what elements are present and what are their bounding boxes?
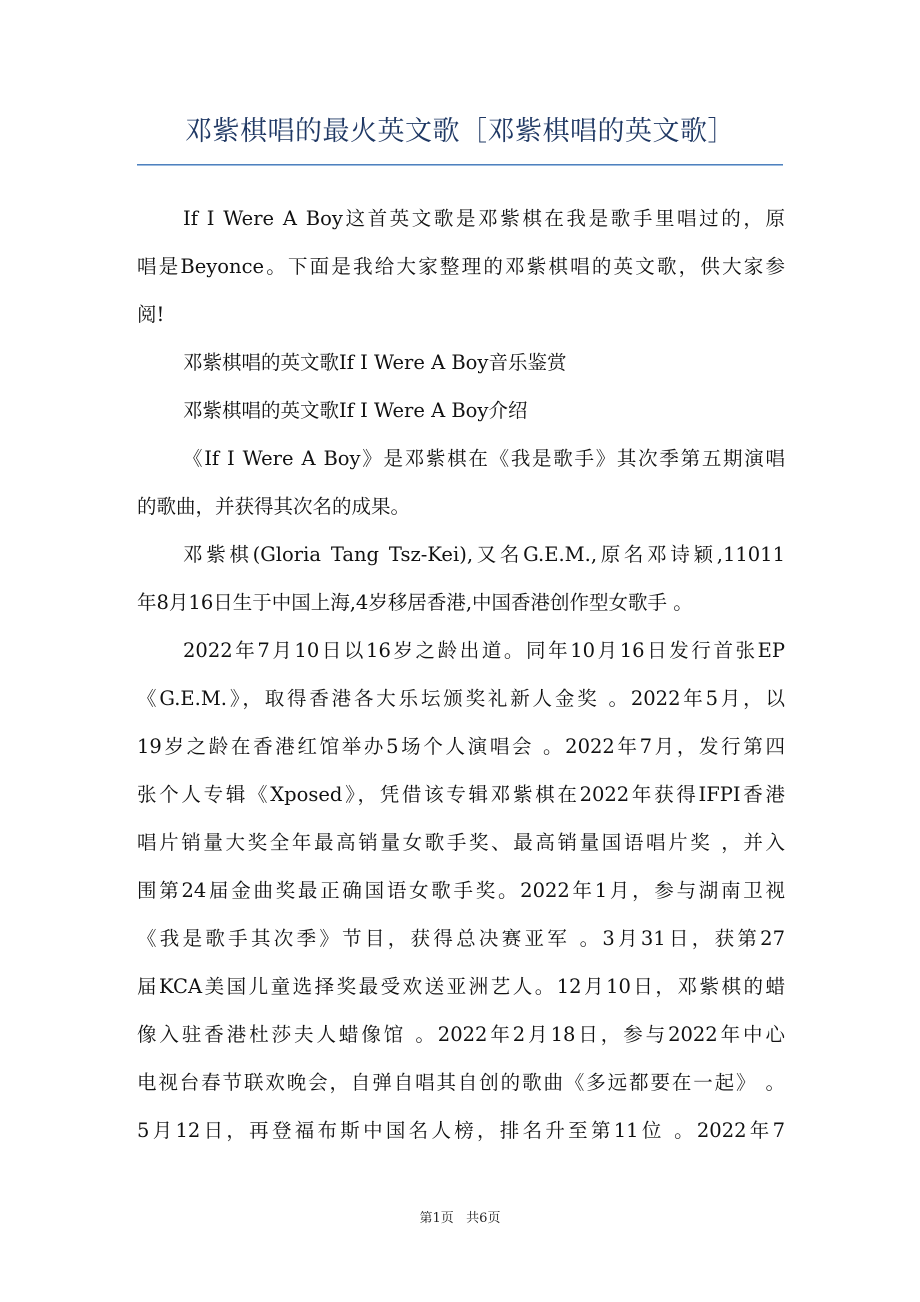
text-line: 5月12日，再登福布斯中国名人榜，排名升至第11位 。2022年7 xyxy=(137,1119,785,1142)
text-line: 《G.E.M.》，取得香港各大乐坛颁奖礼新人金奖 。2022年5月，以 xyxy=(137,687,785,710)
text-line: 张个人专辑《Xposed》，凭借该专辑邓紫棋在2022年获得IFPI香港 xyxy=(137,783,785,806)
paragraph-song-info xyxy=(137,435,785,531)
text-line: 《If I Were A Boy》是邓紫棋在《我是歌手》其次季第五期演唱 xyxy=(183,447,785,470)
text-line: 2022年7月10日以16岁之龄出道。同年10月16日发行首张EP xyxy=(183,639,785,662)
paragraph-heading-introduction xyxy=(137,387,785,435)
text-line: 唱是Beyonce。下面是我给大家整理的邓紫棋唱的英文歌，供大家参 xyxy=(137,255,785,278)
page-footer: 第1页 共6页 xyxy=(419,1211,501,1226)
title-divider xyxy=(137,164,783,166)
text-line: 围第24届金曲奖最正确国语女歌手奖。2022年1月，参与湖南卫视 xyxy=(137,879,785,902)
text-line: 届KCA美国儿童选择奖最受欢送亚洲艺人。12月10日，邓紫棋的蜡 xyxy=(137,975,785,998)
text-line: 唱片销量大奖全年最高销量女歌手奖、最高销量国语唱片奖 ，并入 xyxy=(137,831,785,854)
paragraph-heading-appreciation xyxy=(137,339,785,387)
paragraph-biography xyxy=(137,531,785,627)
text-line: 邓紫棋(Gloria Tang Tsz-Kei),又名G.E.M.,原名邓诗颖,11011 xyxy=(183,543,785,566)
text-line: 邓紫棋唱的英文歌If I Were A Boy介绍 xyxy=(183,399,528,422)
text-line: 《我是歌手其次季》节目，获得总决赛亚军 。3月31日，获第27 xyxy=(137,927,785,950)
text-line: 年8月16日生于中国上海,4岁移居香港,中国香港创作型女歌手 。 xyxy=(137,591,693,614)
document-body xyxy=(137,195,785,1155)
text-line: 电视台春节联欢晚会，自弹自唱其自创的歌曲《多远都要在一起》 。 xyxy=(137,1071,785,1094)
document-title: 邓紫棋唱的最火英文歌［邓紫棋唱的英文歌］ xyxy=(185,116,735,147)
text-line: 的歌曲，并获得其次名的成果。 xyxy=(137,495,411,518)
text-line: 阅! xyxy=(137,303,165,326)
text-line: 邓紫棋唱的英文歌If I Were A Boy音乐鉴赏 xyxy=(183,351,567,374)
paragraph-intro xyxy=(137,195,785,339)
text-line: 19岁之龄在香港红馆举办5场个人演唱会 。2022年7月，发行第四 xyxy=(137,735,785,758)
text-line: If I Were A Boy这首英文歌是邓紫棋在我是歌手里唱过的，原 xyxy=(183,207,785,230)
paragraph-career xyxy=(137,627,785,1155)
text-line: 像入驻香港杜莎夫人蜡像馆 。2022年2月18日，参与2022年中心 xyxy=(137,1023,785,1046)
